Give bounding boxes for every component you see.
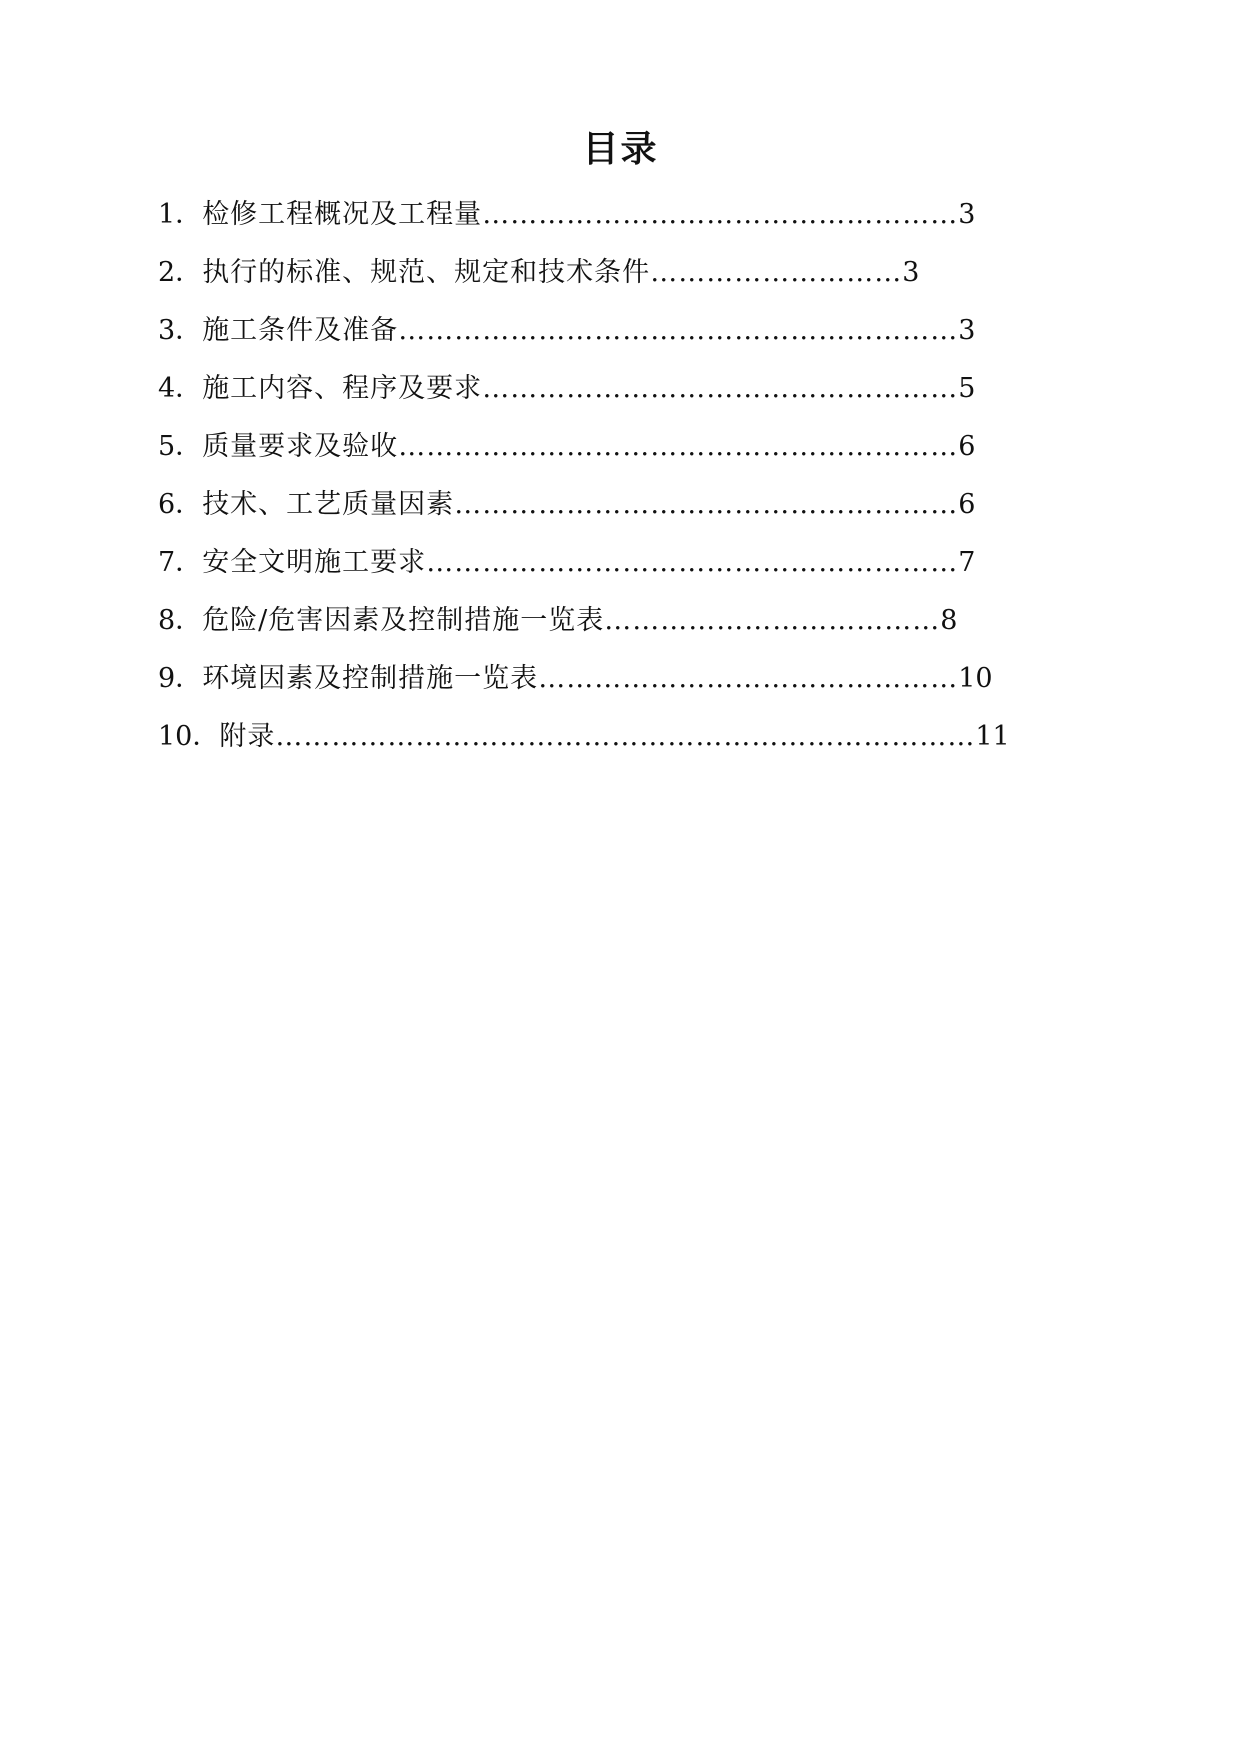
toc-entry-4[interactable] — [158, 372, 998, 430]
toc-dot-leader: …………………………………………… — [482, 199, 959, 230]
toc-entry-1[interactable] — [158, 198, 998, 256]
toc-entry-number: 4． — [158, 373, 203, 404]
toc-dot-leader: ………………………………………………………………… — [275, 721, 976, 752]
toc-entry-5[interactable] — [158, 430, 998, 488]
toc-entry-page: 6 — [958, 431, 976, 462]
toc-entry-number: 7． — [158, 547, 203, 578]
toc-dot-leader: ……………………………………………… — [454, 489, 959, 520]
toc-entry-label: 技术、工艺质量因素 — [202, 489, 455, 520]
toc-entry-6[interactable] — [158, 488, 998, 546]
toc-entry-page: 3 — [958, 199, 976, 230]
toc-entry-label: 施工条件及准备 — [202, 315, 399, 346]
toc-dot-leader: …………………………………………………… — [398, 315, 959, 346]
page-title: 目录 — [582, 129, 659, 170]
toc-entry-number: 8． — [158, 605, 203, 636]
toc-entry-number: 5． — [158, 431, 203, 462]
toc-entry-number: 1． — [158, 199, 203, 230]
toc-dot-leader: ………………………………………………… — [426, 547, 959, 578]
toc-entry-2[interactable] — [158, 256, 998, 314]
toc-dot-leader: …………………………………………………… — [398, 431, 959, 462]
toc-entry-label: 环境因素及控制措施一览表 — [202, 663, 539, 694]
toc-entry-page: 8 — [940, 605, 958, 636]
toc-entry-8[interactable] — [158, 604, 998, 662]
toc-dot-leader: ……………………………… — [604, 605, 941, 636]
toc-entry-page: 11 — [975, 721, 1010, 752]
toc-entry-label: 执行的标准、规范、规定和技术条件 — [202, 257, 651, 288]
toc-entry-number: 9． — [158, 663, 203, 694]
toc-entry-page: 3 — [902, 257, 920, 288]
toc-entry-page: 7 — [958, 547, 976, 578]
toc-dot-leader: …………………………………………… — [482, 373, 959, 404]
toc-entry-9[interactable] — [158, 662, 998, 720]
toc-entry-page: 6 — [958, 489, 976, 520]
table-of-contents — [158, 198, 1010, 778]
toc-entry-number: 3． — [158, 315, 203, 346]
toc-entry-label: 检修工程概况及工程量 — [202, 199, 483, 230]
toc-entry-7[interactable] — [158, 546, 998, 604]
toc-entry-number: 6． — [158, 489, 203, 520]
toc-entry-label: 质量要求及验收 — [202, 431, 399, 462]
toc-entry-3[interactable] — [158, 314, 998, 372]
toc-entry-page: 10 — [958, 663, 993, 694]
toc-entry-number: 2． — [158, 257, 203, 288]
toc-entry-number: 10． — [158, 721, 220, 752]
toc-entry-page: 3 — [958, 315, 976, 346]
toc-entry-label: 附录 — [219, 721, 276, 752]
toc-entry-10[interactable] — [158, 720, 1010, 778]
toc-entry-page: 5 — [958, 373, 976, 404]
toc-entry-label: 安全文明施工要求 — [202, 547, 427, 578]
toc-dot-leader: ……………………………………… — [538, 663, 959, 694]
toc-entry-label: 危险/危害因素及控制措施一览表 — [202, 605, 605, 636]
toc-dot-leader: ……………………… — [650, 257, 903, 288]
toc-entry-label: 施工内容、程序及要求 — [202, 373, 483, 404]
